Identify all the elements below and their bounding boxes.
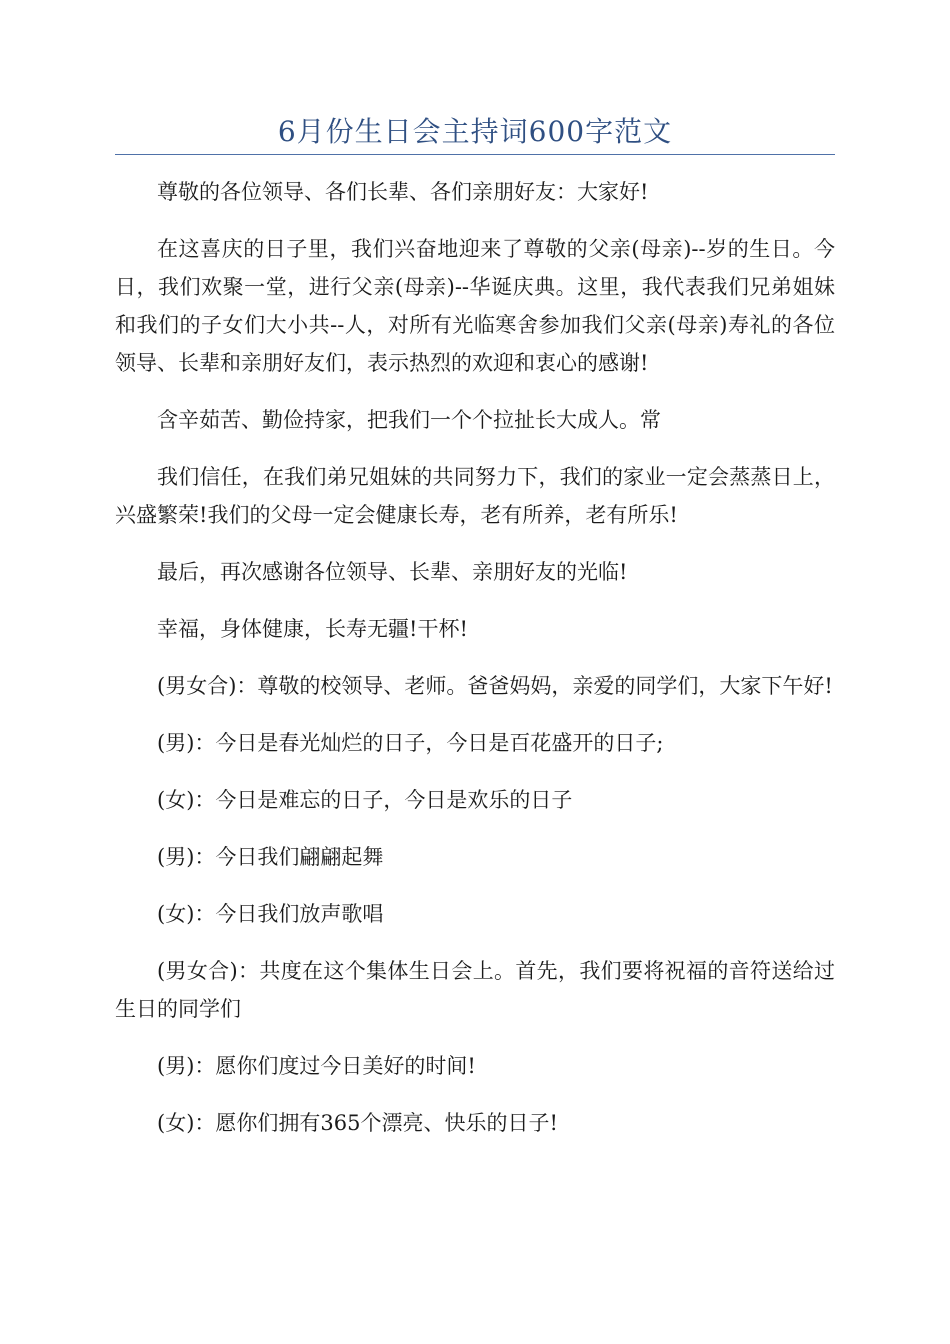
title-underline <box>115 154 835 155</box>
document-body <box>115 173 835 1161</box>
paragraph: (女)：愿你们拥有365个漂亮、快乐的日子! <box>157 1111 558 1135</box>
paragraph: (男)：今日我们翩翩起舞 <box>157 845 384 869</box>
paragraph: (男)：愿你们度过今日美好的时间! <box>157 1054 476 1078</box>
paragraph: (女)：今日是难忘的日子，今日是欢乐的日子 <box>157 788 573 812</box>
document-title: 6月份生日会主持词600字范文 <box>277 115 673 148</box>
paragraph: (男女合)：共度在这个集体生日会上。首先，我们要将祝福的音符送给过生日的同学们 <box>115 959 835 1021</box>
paragraph: (男)：今日是春光灿烂的日子，今日是百花盛开的日子; <box>157 731 664 755</box>
paragraph: 幸福，身体健康，长寿无疆!干杯! <box>157 617 468 641</box>
paragraph: 尊敬的各位领导、各们长辈、各们亲朋好友：大家好! <box>157 180 649 204</box>
paragraph: 在这喜庆的日子里，我们兴奋地迎来了尊敬的父亲(母亲)--岁的生日。今日，我们欢聚一堂，进行父亲(母亲)--华诞庆典。这里，我代表我们兄弟姐妹和我们的子女们大小共--人，对所有光临寒舍参加我们父亲(母亲)寿礼的各位领导、长辈和亲朋好友们，表示热烈的欢迎和衷心的感谢! <box>115 237 835 375</box>
paragraph: (女)：今日我们放声歌唱 <box>157 902 384 926</box>
paragraph: 含辛茹苦、勤俭持家，把我们一个个拉扯长大成人。常 <box>157 408 661 432</box>
paragraph: 我们信任，在我们弟兄姐妹的共同努力下，我们的家业一定会蒸蒸日上，兴盛繁荣!我们的父母一定会健康长寿，老有所养，老有所乐! <box>115 465 835 527</box>
paragraph: (男女合)：尊敬的校领导、老师。爸爸妈妈，亲爱的同学们，大家下午好! <box>157 674 833 698</box>
paragraph: 最后，再次感谢各位领导、长辈、亲朋好友的光临! <box>157 560 628 584</box>
